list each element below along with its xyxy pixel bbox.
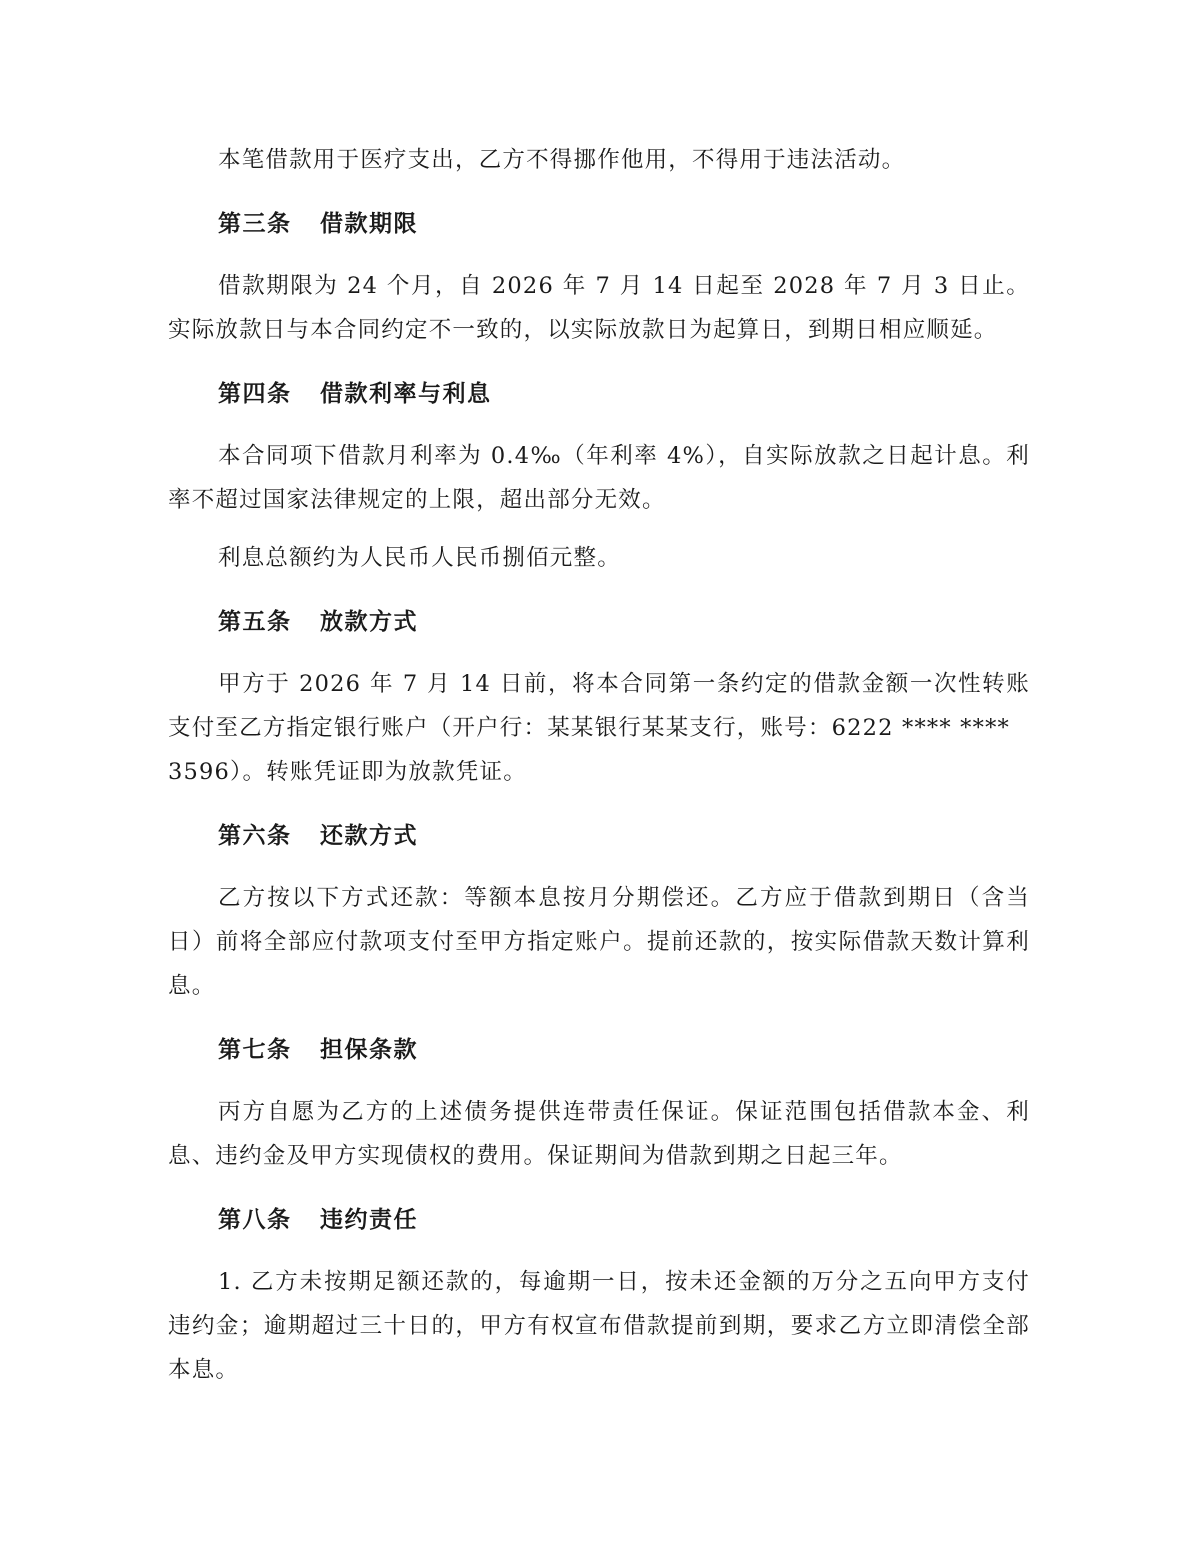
article-4-heading [168,372,1030,416]
article-7-paragraph: 丙方自愿为乙方的上述债务提供连带责任保证。保证范围包括借款本金、利息、违约金及甲方实现债权的费用。保证期间为借款到期之日起三年。 [168,1099,1030,1169]
article-6-title: 还款方式 [320,822,418,849]
loan-purpose-paragraph: 本笔借款用于医疗支出，乙方不得挪作他用，不得用于违法活动。 [218,147,906,173]
article-8-heading [168,1198,1030,1242]
article-8-number: 第八条 [218,1206,292,1233]
article-4-title: 借款利率与利息 [320,380,492,407]
article-6-paragraph: 乙方按以下方式还款：等额本息按月分期偿还。乙方应于借款到期日（含当日）前将全部应付款项支付至甲方指定账户。提前还款的，按实际借款天数计算利息。 [168,885,1030,999]
article-3-heading [168,202,1030,246]
article-4-number: 第四条 [218,380,292,407]
article-5-title: 放款方式 [320,608,418,635]
article-5-paragraph-continued: 3596）。转账凭证即为放款凭证。 [168,759,527,785]
article-8-title: 违约责任 [320,1206,418,1233]
article-3-number: 第三条 [218,210,292,237]
article-5-paragraph: 甲方于 2026 年 7 月 14 日前，将本合同第一条约定的借款金额一次性转账支付至乙方指定银行账户（开户行：某某银行某某支行，账号：6222 **** **** [168,671,1030,741]
article-5-number: 第五条 [218,608,292,635]
article-3-title: 借款期限 [320,210,418,237]
article-6-heading [168,814,1030,858]
article-3-paragraph: 借款期限为 24 个月，自 2026 年 7 月 14 日起至 2028 年 7 月 3 日止。实际放款日与本合同约定不一致的，以实际放款日为起算日，到期日相应顺延。 [168,273,1030,343]
article-7-heading [168,1028,1030,1072]
article-4-paragraph-1: 本合同项下借款月利率为 0.4‰（年利率 4%），自实际放款之日起计息。利率不超过国家法律规定的上限，超出部分无效。 [168,443,1030,513]
article-6-number: 第六条 [218,822,292,849]
article-4-paragraph-2: 利息总额约为人民币人民币捌佰元整。 [218,545,621,571]
article-7-number: 第七条 [218,1036,292,1063]
article-8-item-1: 1. 乙方未按期足额还款的，每逾期一日，按未还金额的万分之五向甲方支付违约金；逾期超过三十日的，甲方有权宣布借款提前到期，要求乙方立即清偿全部本息。 [168,1269,1030,1383]
article-5-heading [168,600,1030,644]
article-7-title: 担保条款 [320,1036,418,1063]
contract-page [168,138,1030,1392]
